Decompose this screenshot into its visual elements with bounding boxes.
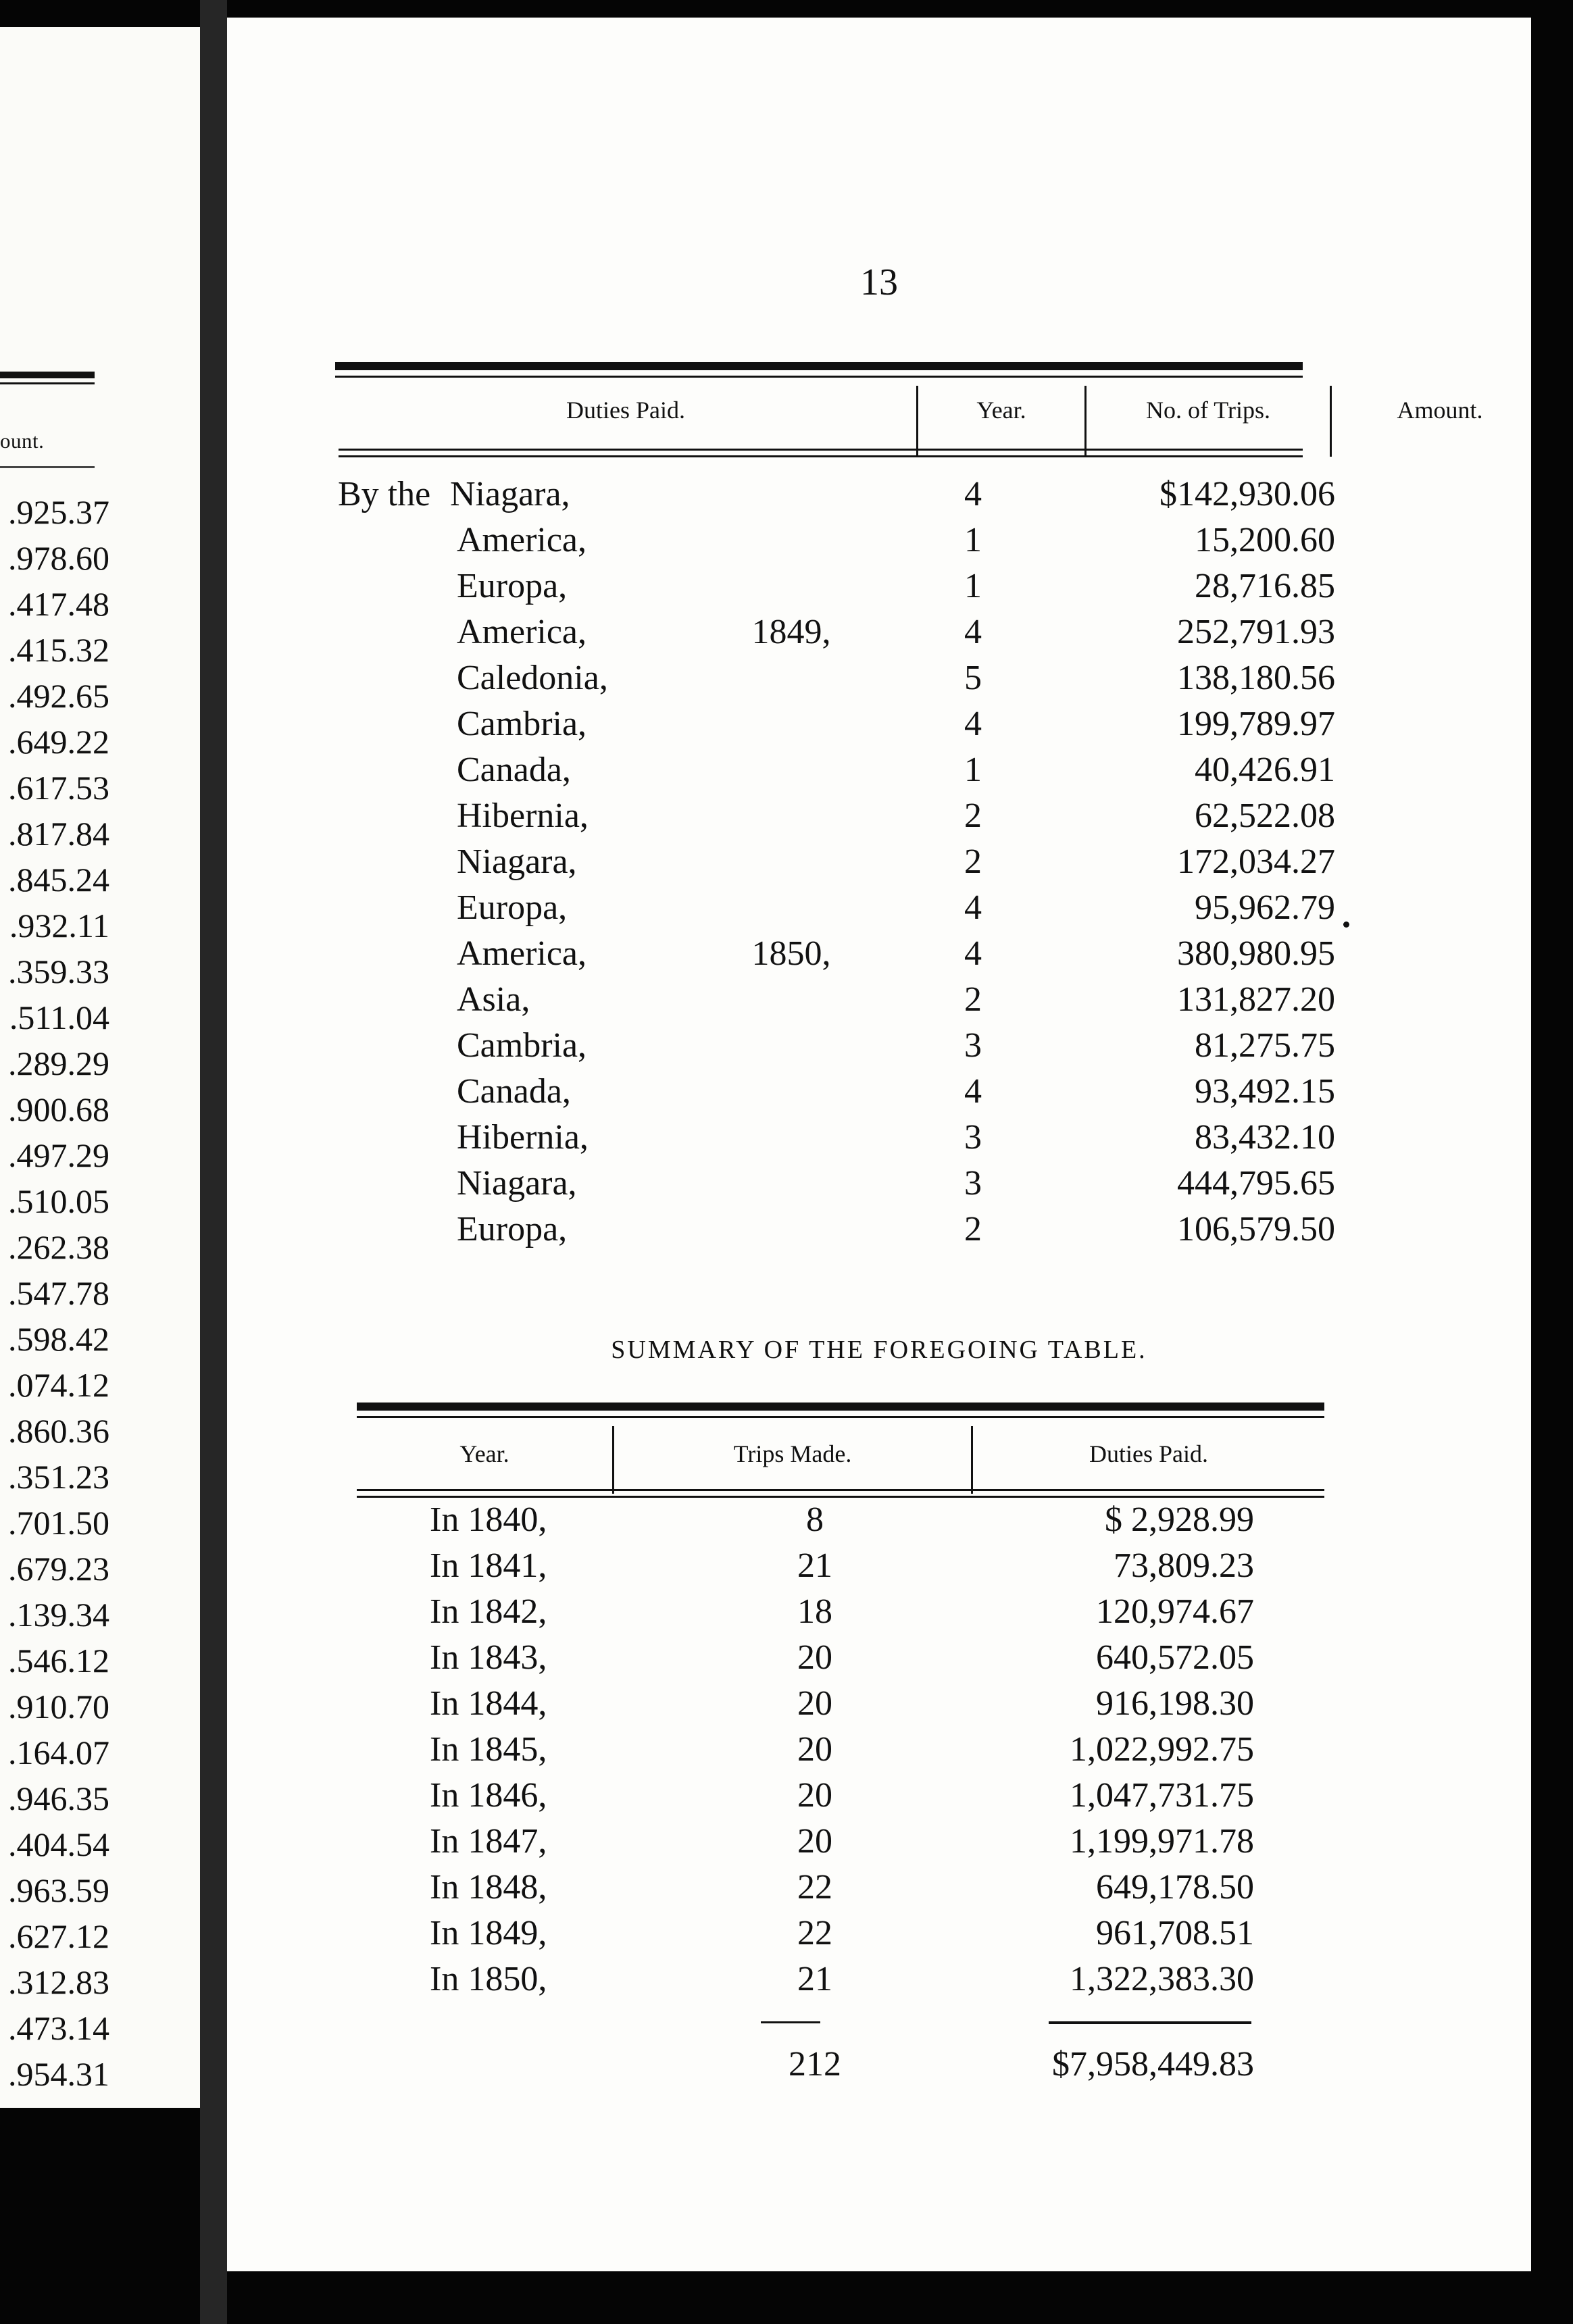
left-amount: .860.36 <box>8 1412 109 1450</box>
summary-duties: 649,178.50 <box>1096 1868 1254 1906</box>
left-amount: .946.35 <box>8 1779 109 1817</box>
summary-row <box>227 1821 1531 1867</box>
total-duties: $7,958,449.83 <box>1052 2045 1254 2083</box>
table-row <box>227 980 1531 1026</box>
row-year: 1850, <box>751 934 831 973</box>
left-table-rule <box>0 372 95 378</box>
ship-name: America, <box>457 613 587 651</box>
row-trips: 1 <box>964 751 982 789</box>
left-page-fragment <box>0 27 200 2108</box>
left-amount: .492.65 <box>8 677 109 715</box>
left-amount: .910.70 <box>8 1688 109 1725</box>
total-rule-trips <box>761 2021 820 2023</box>
table-row <box>227 750 1531 796</box>
left-amount: .679.23 <box>8 1550 109 1588</box>
summary-year: In 1850, <box>430 1960 547 1998</box>
table-top-rule <box>335 362 1303 370</box>
summary-year: In 1847, <box>430 1822 547 1861</box>
left-amount: .845.24 <box>8 861 109 899</box>
row-trips: 3 <box>964 1118 982 1157</box>
summary-duties: 1,022,992.75 <box>1070 1730 1254 1769</box>
row-trips: 1 <box>964 567 982 605</box>
ship-name: Hibernia, <box>457 1118 589 1157</box>
row-trips: 4 <box>964 613 982 651</box>
header-amount: Amount. <box>1397 397 1483 424</box>
row-amount: 81,275.75 <box>1195 1026 1335 1065</box>
table-row <box>227 520 1531 566</box>
summary-duties: 1,047,731.75 <box>1070 1776 1254 1815</box>
right-page <box>227 18 1531 2271</box>
row-trips: 5 <box>964 659 982 697</box>
left-amount: .415.32 <box>8 631 109 669</box>
summary-trips: 22 <box>797 1914 832 1952</box>
left-amount: .900.68 <box>8 1090 109 1128</box>
left-amount: .598.42 <box>8 1320 109 1358</box>
row-amount: 252,791.93 <box>1177 613 1335 651</box>
row-amount: 40,426.91 <box>1195 751 1335 789</box>
left-amount: .701.50 <box>8 1504 109 1542</box>
summary-duties: 916,198.30 <box>1096 1684 1254 1723</box>
left-amount: .473.14 <box>8 2009 109 2047</box>
table-row <box>227 1071 1531 1117</box>
left-amount: .546.12 <box>8 1642 109 1679</box>
left-amount: .510.05 <box>8 1182 109 1220</box>
table-row <box>227 658 1531 704</box>
row-year: 1849, <box>751 613 831 651</box>
table-row <box>227 888 1531 934</box>
summary-year: In 1848, <box>430 1868 547 1906</box>
table-row <box>227 1117 1531 1163</box>
left-header-rule <box>0 466 95 468</box>
summary-top-rule <box>357 1403 1324 1411</box>
summary-year: In 1840, <box>430 1500 547 1539</box>
left-amount: .925.37 <box>8 493 109 531</box>
summary-trips: 21 <box>797 1546 832 1585</box>
table-row <box>227 612 1531 658</box>
left-amount: .627.12 <box>8 1917 109 1955</box>
row-amount: 172,034.27 <box>1177 842 1335 881</box>
summary-row <box>227 1684 1531 1729</box>
header-bottom-rule <box>339 449 1303 451</box>
row-trips: 3 <box>964 1164 982 1203</box>
row-amount: 444,795.65 <box>1177 1164 1335 1203</box>
row-amount: 93,492.15 <box>1195 1072 1335 1111</box>
summary-year: In 1841, <box>430 1546 547 1585</box>
summary-year: In 1849, <box>430 1914 547 1952</box>
summary-trips: 20 <box>797 1684 832 1723</box>
summary-year: In 1846, <box>430 1776 547 1815</box>
summary-trips: 20 <box>797 1638 832 1677</box>
book-spine <box>200 0 227 2324</box>
left-amount: .289.29 <box>8 1044 109 1082</box>
row-amount: 131,827.20 <box>1177 980 1335 1019</box>
summary-title: SUMMARY OF THE FOREGOING TABLE. <box>611 1336 1147 1364</box>
summary-row <box>227 1592 1531 1638</box>
left-amount: .262.38 <box>8 1228 109 1266</box>
table-row <box>227 474 1531 520</box>
summary-top-rule-thin <box>357 1416 1324 1418</box>
summary-row <box>227 1775 1531 1821</box>
ship-name: Europa, <box>457 567 568 605</box>
ship-name: Niagara, <box>457 842 577 881</box>
table-top-rule-thin <box>335 376 1303 378</box>
row-trips: 4 <box>964 475 982 513</box>
summary-row <box>227 1867 1531 1913</box>
ship-name: Europa, <box>457 1210 568 1248</box>
ship-name: America, <box>457 934 587 973</box>
left-column-header: ount. <box>0 429 45 453</box>
left-amount: .932.11 <box>9 907 109 944</box>
summary-duties: 1,199,971.78 <box>1070 1822 1254 1861</box>
row-amount: 380,980.95 <box>1177 934 1335 973</box>
summary-row <box>227 1546 1531 1592</box>
summary-header-duties: Duties Paid. <box>1089 1440 1208 1467</box>
row-amount: 199,789.97 <box>1177 705 1335 743</box>
ship-name: Cambria, <box>457 705 587 743</box>
ship-name: Canada, <box>457 751 571 789</box>
left-amount: .547.78 <box>8 1274 109 1312</box>
left-amount: .404.54 <box>8 1825 109 1863</box>
row-trips: 4 <box>964 888 982 927</box>
ship-name: America, <box>457 521 587 559</box>
header-trips: No. of Trips. <box>1145 397 1271 424</box>
summary-trips: 22 <box>797 1868 832 1906</box>
table-row <box>227 566 1531 612</box>
summary-duties: 120,974.67 <box>1096 1592 1254 1631</box>
row-trips: 4 <box>964 1072 982 1111</box>
left-amount: .963.59 <box>8 1871 109 1909</box>
row-amount: 138,180.56 <box>1177 659 1335 697</box>
row-trips: 3 <box>964 1026 982 1065</box>
header-duties-paid: Duties Paid. <box>566 397 685 424</box>
ship-name: Cambria, <box>457 1026 587 1065</box>
summary-row <box>227 1913 1531 1959</box>
summary-header-rule-thin <box>357 1496 1324 1498</box>
table-row <box>227 796 1531 842</box>
header-year: Year. <box>976 397 1026 424</box>
left-amount: .417.48 <box>8 585 109 623</box>
left-amount: .164.07 <box>8 1734 109 1771</box>
summary-trips: 21 <box>797 1960 832 1998</box>
page-number: 13 <box>860 261 898 303</box>
table-row <box>227 1163 1531 1209</box>
row-amount: $142,930.06 <box>1159 475 1335 513</box>
summary-row <box>227 1500 1531 1546</box>
summary-row <box>227 1638 1531 1684</box>
summary-row <box>227 1959 1531 2005</box>
summary-trips: 8 <box>806 1500 824 1539</box>
row-trips: 2 <box>964 1210 982 1248</box>
row-trips: 4 <box>964 934 982 973</box>
left-amount: .649.22 <box>8 723 109 761</box>
ship-name: Caledonia, <box>457 659 608 697</box>
ship-name: Niagara, <box>450 475 570 513</box>
table-row <box>227 1209 1531 1255</box>
summary-trips: 20 <box>797 1730 832 1769</box>
ship-name: Niagara, <box>457 1164 577 1203</box>
table-row <box>227 934 1531 980</box>
summary-duties: 640,572.05 <box>1096 1638 1254 1677</box>
summary-header-year: Year. <box>459 1440 509 1467</box>
row-amount: 28,716.85 <box>1195 567 1335 605</box>
row-trips: 4 <box>964 705 982 743</box>
row-amount: 83,432.10 <box>1195 1118 1335 1157</box>
summary-year: In 1845, <box>430 1730 547 1769</box>
header-bottom-rule-thin <box>339 455 1303 457</box>
total-trips: 212 <box>789 2045 841 2083</box>
table-row <box>227 1026 1531 1071</box>
row-amount: 15,200.60 <box>1195 521 1335 559</box>
left-amount: .497.29 <box>8 1136 109 1174</box>
row-trips: 2 <box>964 842 982 881</box>
left-amount: .312.83 <box>8 1963 109 2001</box>
summary-year: In 1843, <box>430 1638 547 1677</box>
table-row <box>227 842 1531 888</box>
summary-header-trips: Trips Made. <box>733 1440 852 1467</box>
left-amount: .817.84 <box>8 815 109 853</box>
row-amount: 62,522.08 <box>1195 797 1335 835</box>
left-amount: .617.53 <box>8 769 109 807</box>
summary-year: In 1844, <box>430 1684 547 1723</box>
left-amount: .074.12 <box>8 1366 109 1404</box>
summary-year: In 1842, <box>430 1592 547 1631</box>
summary-duties: $ 2,928.99 <box>1105 1500 1254 1539</box>
summary-trips: 20 <box>797 1776 832 1815</box>
row-trips: 2 <box>964 980 982 1019</box>
table-row <box>227 704 1531 750</box>
summary-header-rule <box>357 1489 1324 1491</box>
summary-row <box>227 1729 1531 1775</box>
summary-duties: 961,708.51 <box>1096 1914 1254 1952</box>
left-amount: .139.34 <box>8 1596 109 1634</box>
row-trips: 2 <box>964 797 982 835</box>
summary-trips: 20 <box>797 1822 832 1861</box>
summary-trips: 18 <box>797 1592 832 1631</box>
ink-dot <box>1343 921 1349 928</box>
ship-name: Hibernia, <box>457 797 589 835</box>
total-rule-duties <box>1049 2021 1251 2024</box>
left-table-rule-thin <box>0 382 95 384</box>
row-prefix: By the <box>338 475 431 513</box>
left-amount: .511.04 <box>9 999 109 1036</box>
row-trips: 1 <box>964 521 982 559</box>
left-amount: .978.60 <box>8 539 109 577</box>
row-amount: 95,962.79 <box>1195 888 1335 927</box>
ship-name: Canada, <box>457 1072 571 1111</box>
left-amount: .954.31 <box>8 2055 109 2093</box>
ship-name: Asia, <box>457 980 530 1019</box>
left-amount: .351.23 <box>8 1458 109 1496</box>
row-amount: 106,579.50 <box>1177 1210 1335 1248</box>
summary-duties: 73,809.23 <box>1114 1546 1254 1585</box>
summary-duties: 1,322,383.30 <box>1070 1960 1254 1998</box>
left-amount: .359.33 <box>8 953 109 990</box>
ship-name: Europa, <box>457 888 568 927</box>
